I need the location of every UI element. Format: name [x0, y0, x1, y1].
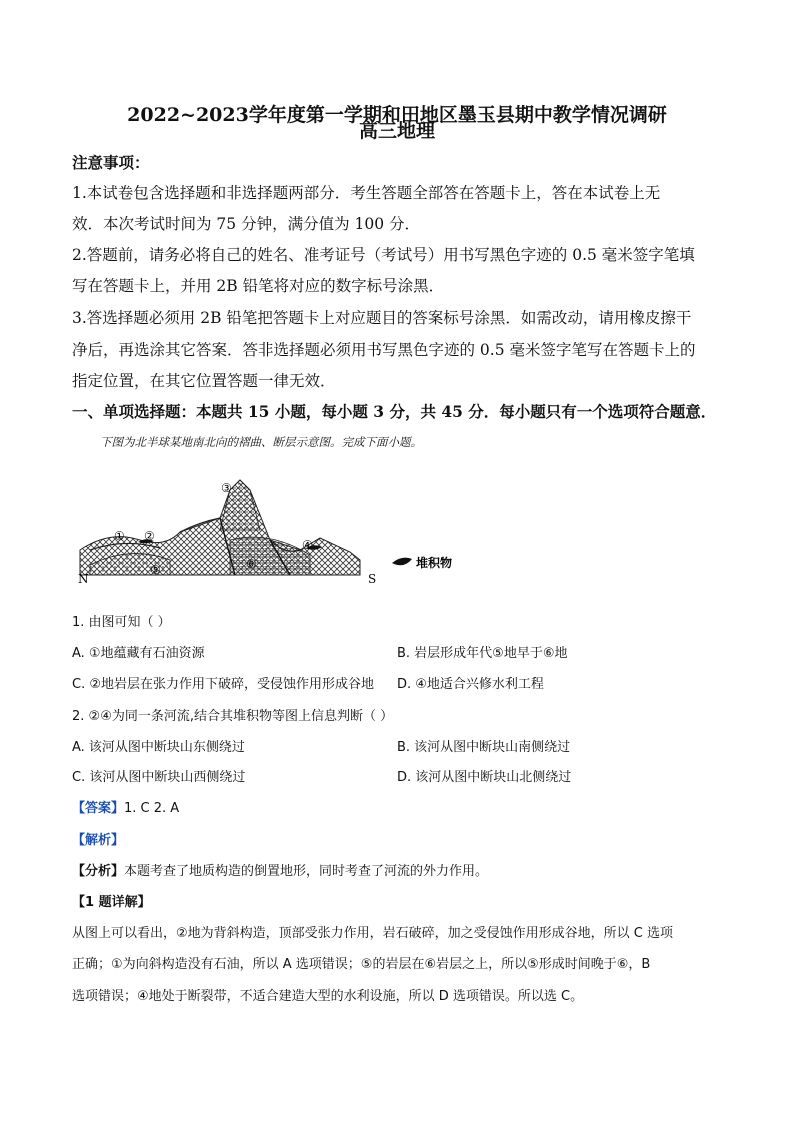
label-south: S	[368, 572, 377, 586]
question-1-stem: 1. 由图可知（ ）	[72, 615, 171, 630]
notice-line-3b: 净后，再选涂其它答案．答非选择题必须用书写黑色字迹的 0.5 毫米签字笔写在答题卡上的	[72, 341, 696, 359]
marker-6: ⑥	[246, 557, 257, 571]
detail-line-3: 选项错误；④地处于断裂带，不适合建造大型的水利设施，所以 D 选项错误。所以选 C。	[72, 989, 584, 1004]
notice-heading: 注意事项：	[72, 153, 150, 172]
question-2-option-c: C. 该河从图中断块山西侧绕过	[72, 770, 246, 785]
marker-4: ④	[302, 538, 313, 552]
question-1-option-c: C. ②地岩层在张力作用下破碎，受侵蚀作用形成谷地	[72, 677, 374, 692]
question-2-option-a: A. 该河从图中断块山东侧绕过	[72, 740, 245, 755]
notice-line-3c: 指定位置，在其它位置答题一律无效．	[72, 372, 336, 390]
notice-line-1b: 效．本次考试时间为 75 分钟，满分值为 100 分．	[72, 215, 421, 233]
marker-1: ①	[114, 529, 125, 543]
answer-text: 1. C 2. A	[124, 801, 180, 816]
question-1-option-a: A. ①地蕴藏有石油资源	[72, 646, 205, 661]
detail-label: 【1 题详解】	[72, 895, 151, 910]
detail-line-2: 正确；①为向斜构造没有石油，所以 A 选项错误；⑤的岩层在⑥岩层之上，所以⑤形成时间晚于⑥，B	[72, 957, 651, 972]
notice-line-2b: 写在答题卡上，并用 2B 铅笔将对应的数字标号涂黑．	[72, 277, 445, 295]
fold-fault-diagram	[70, 470, 470, 590]
section-heading: 一、单项选择题：本题共 15 小题，每小题 3 分，共 45 分．每小题只有一个选项符合题意．	[72, 402, 717, 421]
fenxi-text: 本题考查了地质构造的倒置地形，同时考查了河流的外力作用。	[124, 864, 489, 879]
legend-deposit: 堆积物	[416, 556, 453, 570]
label-north: N	[78, 572, 89, 586]
exam-subtitle: 高三地理	[358, 120, 435, 142]
question-1-option-b: B. 岩层形成年代⑤地早于⑥地	[397, 646, 568, 661]
fenxi-label: 【分析】	[72, 864, 125, 879]
notice-line-1a: 1.本试卷包含选择题和非选择题两部分．考生答题全部答在答题卡上，答在本试卷上无	[72, 184, 661, 202]
analysis-line	[72, 829, 124, 848]
marker-3: ③	[221, 481, 232, 495]
notice-line-3a: 3.答选择题必须用 2B 铅笔把答题卡上对应题目的答案标号涂黑．如需改动，请用橡皮擦干	[72, 309, 692, 327]
exam-title: 2022~2023学年度第一学期和田地区墨玉县期中教学情况调研	[127, 104, 667, 126]
question-2-stem: 2. ②④为同一条河流,结合其堆积物等图上信息判断（ ）	[72, 709, 394, 724]
answer-label: 【答案】	[72, 801, 125, 816]
notice-line-2a: 2.答题前，请务必将自己的姓名、准考证号（考试号）用书写黑色字迹的 0.5 毫米签字笔填	[72, 246, 695, 264]
marker-2: ②	[144, 529, 155, 543]
question-1-option-d: D. ④地适合兴修水利工程	[397, 677, 544, 692]
question-2-option-b: B. 该河从图中断块山南侧绕过	[397, 740, 571, 755]
fenxi-line	[72, 860, 488, 879]
detail-line-1: 从图上可以看出，②地为背斜构造，顶部受张力作用，岩石破碎，加之受侵蚀作用形成谷地，所以 C 选项	[72, 926, 673, 941]
marker-5: ⑤	[150, 563, 161, 577]
analysis-label: 【解析】	[72, 833, 125, 848]
answer-line	[72, 797, 179, 816]
question-2-option-d: D. 该河从图中断块山北侧绕过	[397, 770, 572, 785]
figure-caption: 下图为北半球某地南北向的褶曲、断层示意图。完成下面小题。	[100, 435, 422, 449]
